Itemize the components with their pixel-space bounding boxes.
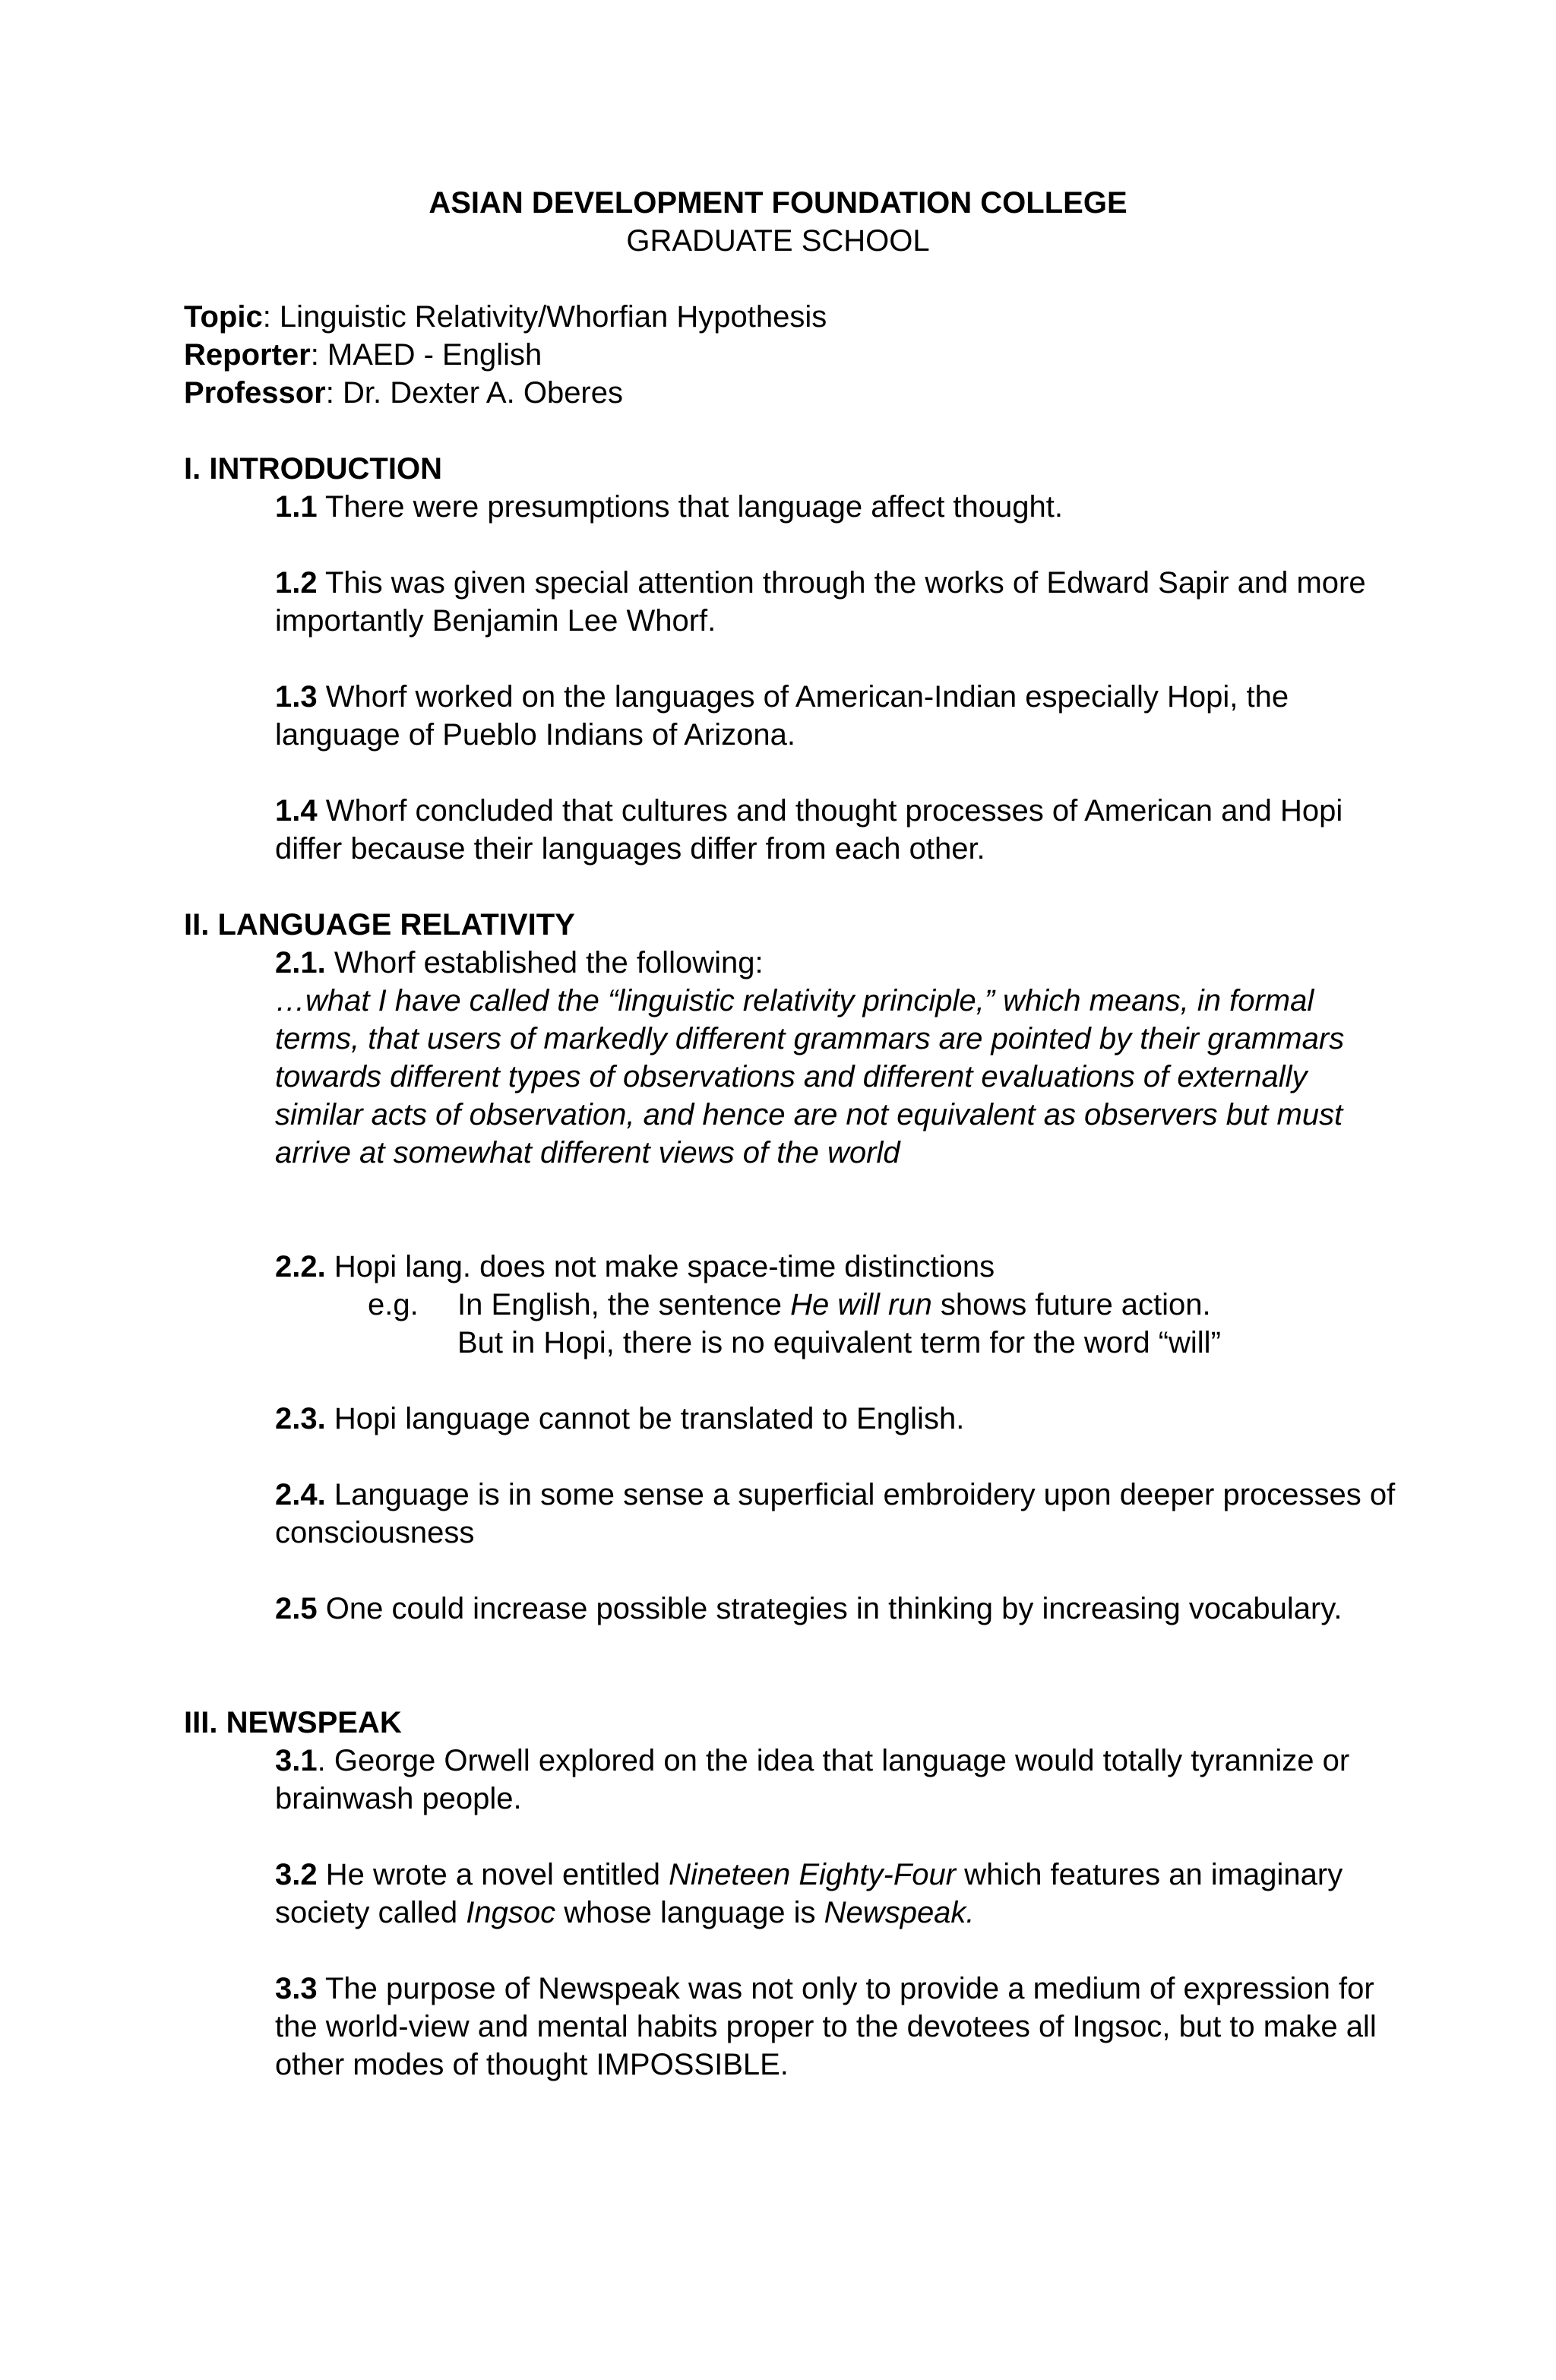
- reporter-line: [184, 336, 827, 374]
- relativity-item-4: [275, 1476, 1399, 1552]
- relativity-item-2: [275, 1248, 1399, 1286]
- item-text: Whorf established the following:: [325, 946, 764, 980]
- item-number: 3.1: [275, 1744, 318, 1777]
- item-text: which features an imaginary society called: [275, 1858, 1343, 1929]
- example-line-1: [457, 1286, 1211, 1324]
- item-text: Whorf worked on the languages of American-Indian especially Hopi, the language of Pueblo Indians of Arizona.: [275, 680, 1289, 752]
- item-text: One could increase possible strategies in thinking by increasing vocabulary.: [317, 1592, 1343, 1625]
- intro-item-2: [275, 564, 1399, 640]
- item-number: 3.3: [275, 1972, 318, 2005]
- intro-item-1: [275, 488, 1399, 526]
- example-text: shows future action.: [931, 1288, 1211, 1321]
- reporter-label: Reporter: [184, 338, 311, 372]
- item-number: 2.1.: [275, 946, 326, 980]
- relativity-item-1: [275, 944, 1399, 982]
- example-label: e.g.: [368, 1288, 419, 1321]
- document-header: [0, 184, 1556, 260]
- intro-item-3: [275, 678, 1399, 754]
- professor-label: Professor: [184, 376, 326, 410]
- novel-title: Nineteen Eighty-Four: [669, 1858, 957, 1891]
- topic-value: : Linguistic Relativity/Whorfian Hypothesis: [262, 300, 827, 334]
- relativity-item-3: [275, 1400, 1399, 1438]
- item-number: 3.2: [275, 1858, 318, 1891]
- example-text: In English, the sentence: [457, 1288, 791, 1321]
- item-number: 1.4: [275, 794, 318, 828]
- newspeak-item-2: [275, 1856, 1399, 1932]
- item-text: The purpose of Newspeak was not only to provide a medium of expression for the world-view and mental habits proper to the devotees of Ingsoc, but to make all other modes of thought IMPOSSIBLE.: [275, 1972, 1377, 2081]
- school-name: GRADUATE SCHOOL: [626, 224, 930, 258]
- item-text: Hopi lang. does not make space-time distinctions: [325, 1250, 995, 1283]
- section-title-newspeak: III. NEWSPEAK: [184, 1706, 402, 1739]
- item-number: 2.2.: [275, 1250, 326, 1283]
- society-name: Ingsoc: [466, 1896, 556, 1929]
- item-number: 2.3.: [275, 1402, 326, 1435]
- item-text: Language is in some sense a superficial embroidery upon deeper processes of consciousness: [275, 1478, 1396, 1549]
- professor-line: [184, 374, 827, 412]
- section-title-language-relativity: II. LANGUAGE RELATIVITY: [184, 908, 575, 942]
- item-text: He wrote a novel entitled: [317, 1858, 669, 1891]
- intro-item-4: [275, 792, 1399, 868]
- report-meta: [184, 298, 827, 412]
- item-text: Whorf concluded that cultures and thought processes of American and Hopi differ because their languages differ from each other.: [275, 794, 1343, 866]
- item-number: 1.2: [275, 566, 318, 600]
- item-number: 1.3: [275, 680, 318, 714]
- section-title-introduction: I. INTRODUCTION: [184, 452, 442, 486]
- item-number: 1.1: [275, 490, 318, 524]
- example-sentence: He will run: [790, 1288, 932, 1321]
- item-text: Hopi language cannot be translated to English.: [325, 1402, 965, 1435]
- college-name: ASIAN DEVELOPMENT FOUNDATION COLLEGE: [429, 186, 1127, 220]
- item-text: whose language is: [555, 1896, 824, 1929]
- item-text: This was given special attention through the works of Edward Sapir and more importantly Benjamin Lee Whorf.: [275, 566, 1366, 638]
- reporter-value: : MAED - English: [310, 338, 542, 372]
- item-text: . George Orwell explored on the idea that language would totally tyrannize or brainwash people.: [275, 1744, 1350, 1815]
- item-text: There were presumptions that language affect thought.: [317, 490, 1063, 524]
- example-line-2: But in Hopi, there is no equivalent term for the word “will”: [457, 1326, 1221, 1359]
- item-number: 2.5: [275, 1592, 318, 1625]
- newspeak-item-3: [275, 1970, 1399, 2084]
- newspeak-item-1: [275, 1742, 1399, 1818]
- item-number: 2.4.: [275, 1478, 326, 1511]
- topic-label: Topic: [184, 300, 263, 334]
- professor-value: : Dr. Dexter A. Oberes: [325, 376, 623, 410]
- relativity-item-5: [275, 1590, 1399, 1628]
- whorf-quote: …what I have called the “linguistic relativity principle,” which means, in formal terms, that users of markedly different grammars are pointed by their grammars towards different types of observations and different evaluations of externally similar acts of observation, and hence are not equivalent as observers but must arrive at somewhat different views of the world: [275, 984, 1345, 1169]
- topic-line: [184, 298, 827, 336]
- language-name: Newspeak.: [824, 1896, 975, 1929]
